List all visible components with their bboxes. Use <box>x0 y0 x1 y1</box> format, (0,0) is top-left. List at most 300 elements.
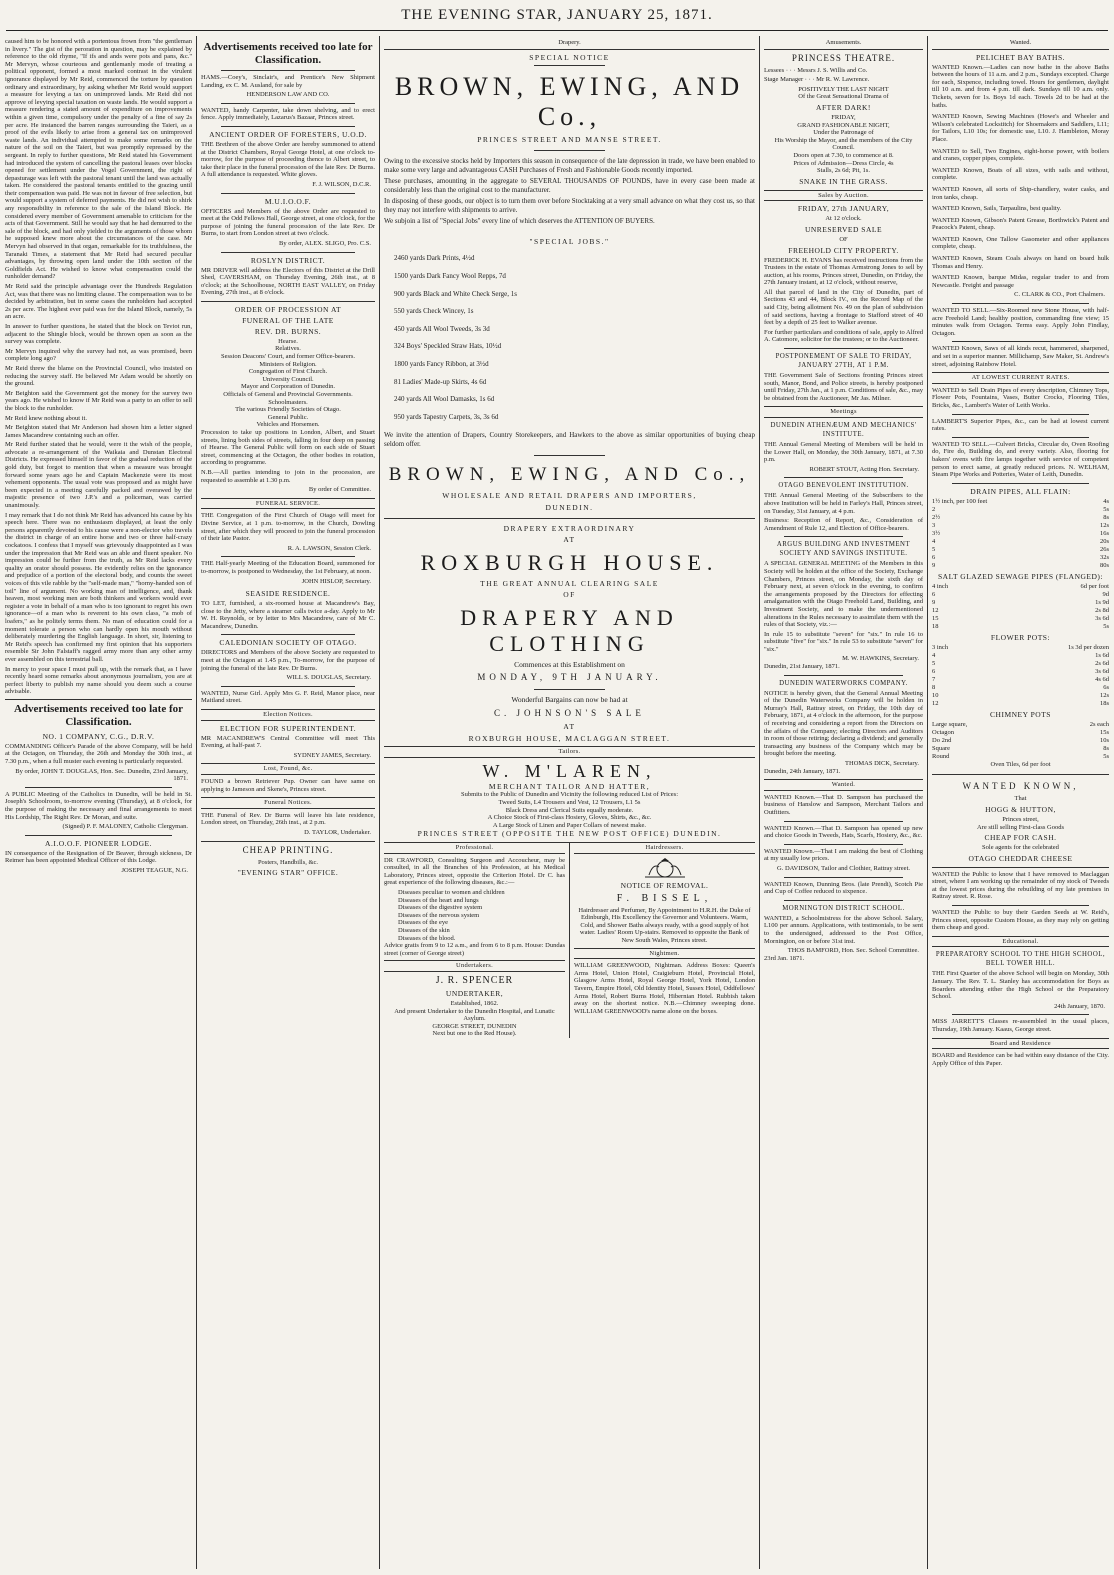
johnson-sale: C. JOHNSON'S SALE <box>494 708 645 719</box>
disease-item: Diseases of the heart and lungs <box>398 896 479 904</box>
flower-pot-table <box>932 644 1109 708</box>
table-row <box>932 498 1109 506</box>
table-row <box>932 644 1109 652</box>
wanted-advert <box>764 825 923 840</box>
divider <box>932 774 1109 775</box>
price-size: 6 <box>932 667 936 675</box>
city-line: DUNEDIN. <box>545 502 594 512</box>
price-table-heading: DRAIN PIPES, ALL FLAIN: <box>970 486 1071 496</box>
wanted-body: WANTED TO SELL.—Six-Roomed new Stone House, with half-acre Freehold Land; healthy position, commanding fine view; 15 minutes walk from Octagon. Terms easy. Apply John Findlay, Octagon. <box>932 307 1109 337</box>
section-heading: Lost, Found, &c. <box>201 763 375 775</box>
table-row <box>932 692 1109 700</box>
advert-body: DIRECTORS and Members of the above Society are requested to meet at the Octagon at 1.45 p.m., To-morrow, for the purpose of joining the funeral of the late Rev. Dr Burns. <box>201 649 375 672</box>
table-row <box>932 530 1109 538</box>
printing-title: CHEAP PRINTING. <box>242 844 334 855</box>
advert <box>201 589 375 630</box>
tailor-line: Tweed Suits, L4 Trousers and Vest, 12 Trousers, L1 5s <box>498 799 641 807</box>
section-heading: Election Notices. <box>201 709 375 721</box>
table-row <box>932 554 1109 562</box>
report-paragraph: Mr Mervyn inquired why the survey had not, as was promised, been complete long ago? <box>5 347 192 363</box>
meeting-notice <box>764 679 923 776</box>
drapery-clothing: DRAPERY AND CLOTHING <box>460 604 679 656</box>
advert-signature: By order, JOHN T. DOUGLAS, Hon. Sec. Dunedin, 23rd January, 1871. <box>15 767 188 783</box>
advert-heading: NO. 1 COMPANY, C.G., D.R.V. <box>42 731 155 741</box>
advert-body: WANTED, handy Carpenter, take down shelving, and to erect fence. Apply immediately, Lazarus's Bazaar, Princes street. <box>201 106 375 122</box>
election-report <box>5 38 192 696</box>
report-paragraph: Mr Reid knew nothing about it. <box>5 414 87 422</box>
advert <box>201 197 375 248</box>
wanted-advert <box>932 307 1109 337</box>
price-size: 12 <box>932 606 939 614</box>
wanted-body: WANTED Known.—That D. Sampson has purchased the business of Hanslow and Sampson, Merchant Tailors and Outfitters. <box>764 793 923 816</box>
wanted-body: LAMBERT'S Superior Pipes, &c., can be had at lowest current rates. <box>932 417 1109 433</box>
price-value: 5s <box>1103 622 1109 630</box>
meeting-heading: OTAGO BENEVOLENT INSTITUTION. <box>778 482 909 490</box>
price-size: Round <box>932 752 950 760</box>
job-line: 900 yards Black and White Check Serge, 1s <box>394 289 517 298</box>
table-row <box>932 591 1109 599</box>
procession-step: The various Friendly Societies of Otago. <box>235 406 341 414</box>
price-value: 3s 6d <box>1095 667 1109 675</box>
advert-body: FOUND a brown Retriever Pup. Owner can have same on applying to Jameson and Skene's, Princes street. <box>201 778 375 793</box>
advert-signature: HENDERSON LAW AND CO. <box>246 91 330 99</box>
procession-step: Mayor and Corporation of Dunedin. <box>240 383 336 391</box>
theatre-advert <box>764 53 923 186</box>
divider <box>784 900 903 901</box>
wanted-body: WANTED Known, Boats of all sizes, with sails and without, complete. <box>932 166 1109 182</box>
section-heading: Hairdressers. <box>574 843 755 854</box>
bargains-line: Wonderful Bargains can now be had at <box>511 695 628 705</box>
divider <box>784 477 903 478</box>
advert <box>201 778 375 793</box>
divider <box>952 483 1089 484</box>
disease-item: Diseases of the nervous system <box>398 911 480 919</box>
wanted-advert <box>932 418 1109 433</box>
school-body: THE First Quarter of the above School will begin on Monday, 30th January. The Rev. T. L. Stanley has accommodation for Boys as Boarders attending either the High School or the Preparatory School. <box>932 970 1109 1001</box>
auction-body: For further particulars and conditions of sale, apply to Alfred A. Catomore, solicitor for the trustees; or to the Auctioneer. <box>764 328 923 344</box>
advert-signature: JOSEPH TEAGUE, N.G. <box>121 867 188 874</box>
divider <box>25 787 172 788</box>
section-heading: Wanted. <box>764 779 923 791</box>
table-row <box>932 753 1109 761</box>
salt-pipe-table <box>932 583 1109 631</box>
divider <box>784 844 903 845</box>
wanted-body: WANTED Known, Sewing Machines (Howe's and Wheeler and Wilson's celebrated Lockstitch) for Shoemakers and Saddlers, L11; for Tailors, L10 10s; for domestic use, L10. J. Hambleton, Moray Place. <box>932 113 1109 143</box>
procession-step: General Public. <box>267 413 309 421</box>
printing-advert <box>201 845 375 878</box>
school-advert <box>764 904 923 963</box>
price-table-heading: CHIMNEY POTS <box>990 709 1051 719</box>
lower-classifieds <box>384 842 755 1038</box>
tailor-advert <box>384 761 755 838</box>
advert <box>5 732 192 783</box>
price-value: 26s <box>1099 545 1109 553</box>
divider <box>221 634 355 635</box>
late-ads-heading: Advertisements received too late for Classification. <box>203 41 373 66</box>
auction-of: OF <box>839 235 848 243</box>
tailor-line: A Choice Stock of First-class Hosiery, Gloves, Shirts, &c., &c. <box>487 814 652 822</box>
wanted-advert <box>764 881 923 896</box>
procession-step: Relatives. <box>275 345 301 353</box>
advert-signature: SYDNEY JAMES, Secretary. <box>293 751 371 759</box>
theatre-manager: Stage Manager · · · Mr R. W. Lawrence. <box>764 76 870 84</box>
spencer-trade: UNDERTAKER, <box>445 988 504 998</box>
advert-body: MR DRIVER will address the Electors of this District at the Drill Shed, CAVERSHAM, on Thursday Evening, 26th inst., at 8 o'clock; at the Schoolhouse, NORTH EAST VALLEY, on Friday Evening, 27th inst., at 8 o'clock. <box>201 266 375 297</box>
brand-name: BROWN, EWING, AND Co., <box>394 72 745 132</box>
price-value: 20s <box>1099 537 1109 545</box>
meeting-body: THE Annual General Meeting of the Subscribers to the above Institution will be held in Farley's Hall, Princes street, on Tuesday, 31st January, at 4 p.m. <box>764 492 923 515</box>
report-paragraph: Mr Reid said the principle advantage over the Hundreds Regulation Act, was that there was no limiting clause. The compensation was to be decided by arbitration, but in some cases the runholders had accepted 2s per acre. The highest ever paid was for the Island Block, namely, 5s an acre. <box>5 283 192 321</box>
price-size: Octagon <box>932 728 955 736</box>
auction-time: At 12 o'clock. <box>825 215 862 223</box>
table-row <box>932 668 1109 676</box>
of-line: OF <box>563 590 576 600</box>
wanted-advert <box>932 255 1109 270</box>
price-value: 10s <box>1099 736 1109 744</box>
section-heading: Board and Residence <box>932 1038 1109 1050</box>
advert-body: THE Congregation of the First Church of Otago will meet for Divine Service, at 1 p.m. to-morrow, in the Church, Dowling street, after which they will proceed to join the funeral procession of their late Pastor. <box>201 512 375 543</box>
wanted-body: WANTED to Sell, Two Engines, eight-horse power, with boilers and cranes, copper pipes, complete. <box>932 147 1109 163</box>
report-paragraph: In mercy to your space I must pull up, with the remark that, as I have recently heard some remarks about anonymous journalism, you are at perfect liberty to publish my name should you deem such a course advisable. <box>5 665 192 696</box>
theatre-line: GRAND FASHIONABLE NIGHT, <box>797 121 890 129</box>
wanted-body: WANTED Known, One Tallow Gasometer and other appliances complete, cheap. <box>932 235 1109 251</box>
meeting-signature: ROBERT STOUT, Acting Hon. Secretary. <box>809 465 919 473</box>
procession-step: Ministers of Religion. <box>259 360 317 368</box>
price-size: 10 <box>932 691 939 699</box>
theatre-line: Doors open at 7.30, to commence at 8. <box>793 151 894 159</box>
school-body: WANTED, a Schoolmistress for the above School. Salary, L100 per annum. Applications, with testimonials, to be sent to the undersigned, addressed to the Post Office, Mornington, on or before 31st inst. <box>764 914 923 945</box>
procession-step: Schoolmasters. <box>268 398 308 406</box>
price-size: 9 <box>932 598 936 606</box>
table-row <box>932 700 1109 708</box>
advert <box>201 74 375 99</box>
meeting-body: Business: Reception of Report, &c., Consideration of Amendment of Rule 12, and Election of Office-bearers. <box>764 517 923 532</box>
price-size: 8 <box>932 683 936 691</box>
job-line: 950 yards Tapestry Carpets, 3s, 3s 6d <box>394 412 499 421</box>
disease-item: Diseases of the skin <box>398 926 450 934</box>
price-value: 2s each <box>1089 720 1109 728</box>
procession-note: Procession to take up positions in London, Albert, and Stuart streets, lining both sides of streets, falling in four deep on passing of Hearse. The General Public will form on each side of Stuart street, commencing at the Octagon, the other bodies in rotation, according to programme. <box>201 429 375 467</box>
meeting-heading: DUNEDIN WATERWORKS COMPANY. <box>779 679 908 687</box>
advert-heading: ANCIENT ORDER OF FORESTERS, U.O.D. <box>209 129 367 139</box>
price-size: 4 inch <box>932 582 949 590</box>
column-2 <box>198 38 378 1568</box>
advert-heading: SEASIDE RESIDENCE. <box>245 589 331 599</box>
report-paragraph: caused him to be honored with a portentous frown from "the gentleman in livery." The gist of the peroration in question, may be explained by reference to the old rhyme, "If ifs and ands were pots and pans, &c." Mr Mervyn, whose courteous and gentlemanly mode of treating a political opponent, formed a most marked contrast in the virulent ignorance displayed by Mr Reid, commenced the torture by question ordinary and extraordinary, by asking whether Mr Reid would support a measure for levying a tax on unimproved lands. Mr Reid did not approve of levying special taxation on waste lands. He would support a measure rendering a stated amount of expenditure on improvements within a given time, compulsory under the penalty of a fine of say 2s per acre. He instanced the barren ranges surrounding the Taieri, as a proof of the evils likely to arise from a general tax on unimproved waste lands. An individual attempted to make some remarks on the nature of the soil on the Taieri, but was promptly repressed by the sergeant. In reply to further questions, Mr Reid stated his Government had introduced the system of cancelling the pastoral leases over blocks opened for settlement under the Vogel Government, the right of depasturage was left with the pastoral tenant until the land was actually taken. He considered the pastoral tenants entitled to the grazing until their compensation was paid. He was not in favour of free selection, but would support a system of deferred payments. He did not wish to shirk any responsibility in reference to the sale of the Island Block. He considered every member of Government amenable to criticism for the acts of that Government. Still he would say that he had demurred to the sale of the block, and had only yielded to the arguments of those whom he supposed knew more about the circumstances of the case. Mr Mervyn had observed in that organ, remarkable for its truthfulness, the Taranaki Times, a statement that Mr Reid had secured peculiar advantages, by throwing open land under the 10th section of the Goldfields Act. He wished to know what compensation could the runholder demand? <box>5 38 192 281</box>
advert-body: COMMANDING Officer's Parade of the above Company, will be held at the Octagon, on Thursday, the 26th and Monday the 30th inst., at 7.30 p.m., when a full muster each evening is particularly requested. <box>5 742 192 766</box>
divider <box>384 518 755 519</box>
divider <box>952 414 1089 415</box>
table-row <box>932 737 1109 745</box>
tailor-line: Submits to the Public of Dunedin and Vicinity the following reduced List of Prices: <box>460 791 679 799</box>
advert-signature: (Signed) P. F. MALONEY, Catholic Clergyman. <box>62 823 188 831</box>
table-row <box>932 522 1109 530</box>
divider <box>534 65 605 66</box>
advert <box>201 560 375 585</box>
table-row <box>932 514 1109 522</box>
column-divider <box>927 36 928 1569</box>
table-row <box>932 623 1109 631</box>
brand-address: PRINCES STREET AND MANSE STREET. <box>477 135 662 145</box>
wanted-body: WANTED Known.—That I am making the best of Clothing at my usually low prices. <box>764 847 923 863</box>
advert <box>5 791 192 831</box>
divider <box>534 150 605 151</box>
oven-tiles-line: Oven Tiles, 6d per foot <box>990 760 1051 768</box>
spencer-name: J. R. SPENCER <box>435 974 514 986</box>
section-heading: Undertakers. <box>384 960 565 972</box>
jarrett-advert <box>932 1018 1109 1033</box>
column-1 <box>2 38 195 1568</box>
wanted-advert <box>932 345 1109 368</box>
price-value: 1s 3d per dozen <box>1068 643 1109 651</box>
advert-signature: JOHN HISLOP, Secretary. <box>301 577 371 585</box>
price-value: 4s <box>1103 497 1109 505</box>
auction-title: UNRESERVED SALE <box>804 224 883 234</box>
procession-step: Officials of General and Provincial Governments. <box>223 391 353 399</box>
procession-subtitle: FUNERAL OF THE LATE <box>242 315 334 325</box>
table-row <box>932 652 1109 660</box>
meeting-notice <box>764 421 923 473</box>
price-value: 1s 6d <box>1095 651 1109 659</box>
spencer-body: And present Undertaker to the Dunedin Hospital, and Lunatic Asylum. <box>394 1007 555 1023</box>
price-size: 2 <box>932 505 936 513</box>
school-heading: PREPARATORY SCHOOL TO THE HIGH SCHOOL, BELL TOWER HILL. <box>935 951 1106 968</box>
royal-crest-icon <box>635 857 695 879</box>
wanted-signature: C. CLARK & CO., Port Chalmers. <box>1014 291 1105 299</box>
tailor-line: Black Dress and Clerical Suits equally moderate. <box>505 806 634 814</box>
divider <box>201 301 375 302</box>
price-size: 6 <box>932 590 936 598</box>
drapery-invite: We invite the attention of Drapers, Country Storekeepers, and Hawkers to the above as similar opportunities of buying cheap seldom offer. <box>384 431 755 449</box>
clearing-line: THE GREAT ANNUAL CLEARING SALE <box>480 578 659 588</box>
wanted-body: WANTED TO SELL.—Culvert Bricks, Circular do, Oven Roofing do, Fire do, Building do, and every variety. Also, flooring for bakers' ovens with fire lamps together with service of competent person to erect same, at greatly reduced prices. N. WELHAM, Steam Pipe Works and Potteries, Water of Leith, Dunedin. <box>932 440 1109 479</box>
advert-signature: WILL S. DOUGLAS, Secretary. <box>286 674 371 682</box>
table-row <box>932 562 1109 570</box>
advert <box>201 638 375 681</box>
price-value: 1s 9d <box>1095 598 1109 606</box>
wanted-advert <box>932 236 1109 251</box>
divider <box>952 905 1089 906</box>
price-size: 15 <box>932 614 939 622</box>
theatre-play: AFTER DARK! <box>816 102 871 112</box>
hair-body: Hairdresser and Perfumer, By Appointment to H.R.H. the Duke of Edinburgh, His Excellency the Governor and Volunteers. Warm, Cold, and Shower Baths always ready, with a good supply of hot water. Ladies' Room Up-stairs. Removed to opposite the Bank of New South Wales, Princes street. <box>578 906 751 944</box>
wanted-advert <box>932 217 1109 232</box>
procession-name: REV. DR. BURNS. <box>254 326 322 336</box>
wholesale-line: WHOLESALE AND RETAIL DRAPERS AND IMPORTERS, <box>442 491 697 501</box>
column-4 <box>761 38 926 1568</box>
meeting-heading: ARGUS BUILDING AND INVESTMENT SOCIETY AND SAVINGS INSTITUTE. <box>776 541 911 558</box>
report-paragraph: Mr Reid further stated that he would, were it the wish of the people, advocate a re-arrangement of the Waikaia and Dunstan Electoral Districts. He expressed himself in favor of the gradual reduction of the gold duty, but forgot to mention that when a measure was brought forward some years ago he and Captain Mackenzie were its most vehement opponents. The usual vote was proposed and as might have been expected in a meeting carefully packed and overawed by the majestic presence of two J.P.'s and a policeman, was carried unanimously. <box>5 441 192 510</box>
wanted-advert <box>932 167 1109 182</box>
price-size: 3 inch <box>932 643 949 651</box>
advert-heading: CALEDONIAN SOCIETY OF OTAGO. <box>219 638 357 648</box>
table-row <box>932 506 1109 514</box>
classified-right <box>569 843 755 1038</box>
wanted-advert <box>932 205 1109 213</box>
meeting-body: A SPECIAL GENERAL MEETING of the Members in this Society will be holden at the office of the Society, Exchange Chambers, Princes street, on Monday, the sixth day of February next, at seven o'clock in the evening, to confirm the arrangements proposed by the Directors for effecting amalgamation with the Otago Freehold Land, Building, and Investment Society, and to make the undermentioned alterations in the Rules necessary to assimilate them with the rules of that Society, viz.:— <box>764 560 923 629</box>
job-line: 324 Boys' Speckled Straw Hats, 10½d <box>394 342 502 351</box>
auction-date: FRIDAY, 27th JANUARY, <box>797 204 890 214</box>
table-row <box>932 745 1109 753</box>
jobs-heading: "SPECIAL JOBS." <box>529 236 610 246</box>
price-value: 6s <box>1103 683 1109 691</box>
table-row <box>932 615 1109 623</box>
divider <box>952 1014 1089 1015</box>
school-advert <box>932 950 1109 1010</box>
theatre-lessees: Lessees · · · Messrs J. S. Willis and Co. <box>764 66 868 74</box>
section-heading: Educational. <box>932 936 1109 948</box>
wanted-advert <box>932 871 1109 901</box>
divider <box>534 689 605 690</box>
divider <box>784 536 903 537</box>
divider <box>221 193 355 194</box>
meeting-date: Dunedin, 24th January, 1871. <box>764 767 841 775</box>
procession-title: ORDER OF PROCESSION AT <box>234 304 342 314</box>
spencer-next: Next but one to the Red House). <box>432 1030 517 1038</box>
wanted-body: WANTED Known, Sails, Tarpaulins, best quality. <box>932 205 1062 213</box>
school-heading: MORNINGTON DISTRICT SCHOOL. <box>782 904 905 912</box>
hogg-address: Princes street, <box>1002 815 1039 823</box>
wanted-body: WANTED Known, barque Midas, regular trader to and from Newcastle. Freight and passage <box>932 274 1109 289</box>
hogg-title: WANTED KNOWN, <box>962 781 1079 792</box>
wanted-advert <box>932 387 1109 410</box>
auction-body: FREDERICK H. EVANS has received instructions from the Trustees in the estate of Thomas Armstrong Jones to sell by auction, at his rooms, Princes street, Dunedin, on Friday, the 27th January instant, at 12 o'clock, without reserve, <box>764 256 923 287</box>
theatre-title: PRINCESS THEATRE. <box>791 52 896 63</box>
divider <box>534 455 605 456</box>
disease-item: Diseases peculiar to women and children <box>398 888 505 896</box>
wanted-body: WANTED the Public to know that I have removed to Maclaggan street, where I am working up the remainder of my stock of Tweeds at the lowest prices during the rebuilding of my late premises in Rattray street. R. Rose. <box>932 870 1109 901</box>
report-paragraph: Mr Beighton stated that Mr Anderson had shown him a letter signed James Macandrew containing such an offer. <box>5 424 192 439</box>
drapery-paragraph: These purchases, amounting in the aggregate to SEVERAL THOUSANDS OF POUNDS, have in every case been made at considerably less than the original cost to the manufacturer. <box>384 176 755 194</box>
greenwood-body: WILLIAM GREENWOOD, Nightman. Address Boxes: Queen's Arms Hotel, Union Hotel, Craigieburn Hotel, Provincial Hotel, Glasgow Arms Hotel, Royal George Hotel, York Hotel, London Tavern, Empire Hotel, Old Identity Hotel, Sussex Hotel, Oddfellows' Arms Hotel, Robert Burns Hotel, Hibernian Hotel. Rubbish taken away on the shortest notice. N.B.—Chimney sweeping done. WILLIAM GREENWOOD's name alone on the boxes. <box>574 962 755 1015</box>
advert-body: IN consequence of the Resignation of Dr Beaver, through sickness, Dr Reimer has been appointed Medical Officer of this Lodge. <box>5 849 192 865</box>
price-value: 18s <box>1099 699 1109 707</box>
postponement-heading: POSTPONEMENT OF SALE TO FRIDAY, JANUARY 27TH, AT 1 P.M. <box>775 353 912 370</box>
meeting-notice <box>764 540 923 670</box>
column-3 <box>381 38 758 1568</box>
wanted-body: WANTED Known, Steam Coals always on hand on board hulk Thomas and Henry. <box>932 255 1109 270</box>
divider <box>952 303 1089 304</box>
roxburgh-address: ROXBURGH HOUSE, MACLAGGAN STREET. <box>468 733 671 743</box>
school-date: 24th January, 1870. <box>1054 1002 1105 1010</box>
price-size: 2½ <box>932 513 941 521</box>
column-divider <box>759 36 760 1569</box>
classified-left <box>384 843 565 1038</box>
advert-signature: F. J. WILSON, D.C.R. <box>312 180 371 188</box>
wanted-advert <box>932 441 1109 479</box>
price-size: Square <box>932 744 951 752</box>
jarrett-body: MISS JARRETT'S Classes re-assembled in the usual places, Thursday, 19th January. Kaaus, George street. <box>932 1018 1109 1033</box>
table-row <box>932 729 1109 737</box>
wanted-advert <box>932 113 1109 143</box>
printing-subtitle: Posters, Handbills, &c. <box>257 858 319 866</box>
commences-line: Commences at this Establishment on <box>514 659 625 669</box>
divider <box>5 699 192 700</box>
price-value: 6d per foot <box>1080 582 1109 590</box>
report-paragraph: In answer to further questions, he stated that the block on Teviot run, adjacent to the Shingle block, would be thrown open as soon as the survey was complete. <box>5 322 192 346</box>
chimney-pot-table <box>932 721 1109 761</box>
wanted-advert <box>932 148 1109 163</box>
meeting-signature: THOMAS DICK, Secretary. <box>845 760 919 767</box>
at-line: AT <box>563 722 576 732</box>
crawford-body: DR CRAWFORD, Consulting Surgeon and Accoucheur, may be consulted, in all the Branches of his Profession, at his Medical Laboratory, Princes street, opposite the Criterion Hotel. Dr C. has great experience of the following diseases, &c.:— <box>384 856 565 887</box>
masthead-rule <box>6 30 1108 31</box>
late-ads-heading: Advertisements received too late for Classification. <box>13 702 183 728</box>
drapery-paragraph: We subjoin a list of "Special Jobs" every line of which deserves the ATTENTION OF BUYERS. <box>384 216 655 225</box>
table-row <box>932 583 1109 591</box>
crawford-footer: Advice gratis from 9 to 12 a.m., and from 6 to 8 p.m. House: Dundas street (corner of George street) <box>384 942 565 957</box>
advert-heading: ELECTION FOR SUPERINTENDENT. <box>219 723 357 733</box>
extraordinary-line: DRAPERY EXTRAORDINARY <box>503 523 636 533</box>
wanted-body: WANTED Known, all sorts of Ship-chandlery, water casks, and iron tanks, cheap. <box>932 185 1109 201</box>
meeting-body: THE Annual General Meeting of Members will be held in the Lower Hall, on Monday, the 30th January, 1871, at 7.30 p.m. <box>764 441 923 464</box>
price-size: 3½ <box>932 529 941 537</box>
price-value: 16s <box>1099 529 1109 537</box>
advert <box>201 256 375 297</box>
table-row <box>932 721 1109 729</box>
section-heading: Wanted. <box>932 38 1109 50</box>
price-value: 5s <box>1103 752 1109 760</box>
report-paragraph: Mr Beighton said the Government got the money for the survey two years ago. He wished to know if Mr Reid was a party to an offer to sell the block to the runholder. <box>5 389 192 412</box>
price-value: 4s 6d <box>1095 675 1109 683</box>
wanted-body: WANTED to Sell Drain Pipes of every description, Chimney Tops, Flower Pots, Fountains, Vases, Butter Crocks, Flooring Tiles, Bricks, &c., Lambert's Water of Leith Works. <box>932 386 1109 409</box>
board-body: BOARD and Residence can be had within easy distance of the City. Apply Office of this Paper. <box>932 1052 1109 1067</box>
table-row <box>932 538 1109 546</box>
tailor-name: W. M'LAREN, <box>482 760 657 781</box>
wanted-signature: G. DAVIDSON, Tailor and Clothier, Rattray street. <box>777 864 910 872</box>
section-heading: Amusements. <box>764 38 923 50</box>
price-size: Large square, <box>932 720 968 728</box>
procession-step: Vehicles and Horsemen. <box>256 421 320 429</box>
disease-list <box>384 889 565 942</box>
divider <box>784 877 903 878</box>
special-notice-label: SPECIAL NOTICE <box>529 52 610 62</box>
divider <box>952 341 1089 342</box>
hogg-that: That <box>1014 795 1027 803</box>
job-line: 81 Ladies' Made-up Skirts, 4s 6d <box>394 377 487 386</box>
divider <box>221 252 355 253</box>
price-size: 18 <box>932 622 939 630</box>
advert-body: THE Brethren of the above Order are hereby summoned to attend at the District Chambers, Royal George Hotel, at one o'clock to-morrow, for the purpose of proceeding thence to Albert street, to take their place in the funeral procession of the late Rev. Dr Burns. A full attendance is requested. White gloves. <box>201 140 375 179</box>
advert-heading: M.U.I.O.O.F. <box>264 196 312 206</box>
table-row <box>932 660 1109 668</box>
job-line: 450 yards All Wool Tweeds, 3s 3d <box>394 324 490 333</box>
meeting-heading: DUNEDIN ATHENÆUM AND MECHANICS' INSTITUTE. <box>770 422 917 438</box>
hogg-agents: Sole agents for the celebrated <box>982 844 1059 852</box>
meeting-rules: In rule 15 to substitute "seven" for "six." In rule 16 to substitute "five" for "six." In rule 53 to substitute "seven" for "six." <box>764 630 923 653</box>
spencer-established: Established, 1862. <box>450 999 499 1007</box>
advert <box>201 130 375 189</box>
advert-signature: D. TAYLOR, Undertaker. <box>304 828 371 836</box>
table-row <box>932 607 1109 615</box>
tailor-line: A Large Stock of Linen and Paper Collars of newest make. <box>492 821 647 829</box>
advert-body: THE Funeral of Rev. Dr Burns will leave his late residence, London street, on Thursday, 26th inst., at 2 p.m. <box>201 811 375 827</box>
job-line: 240 yards All Wool Damasks, 1s 6d <box>394 395 495 404</box>
meeting-body: NOTICE is hereby given, that the General Annual Meeting of the Dunedin Waterworks Company will be holden in Murray's Hall, Rattray street, on Friday, the 10th day of February, 1871, at 4 o'clock in the afternoon, for the purpose of receiving and considering a report from the Directors on the affairs of the Company; electing Directors and Auditors in room of those retiring; declaring a dividend; and generally transacting any business of the Company which may be brought before the meeting. <box>764 689 923 758</box>
hogg-cheap: CHEAP FOR CASH. <box>984 833 1057 843</box>
advert <box>201 107 375 122</box>
advert-heading: A.I.O.O.F. PIONEER LODGE. <box>45 838 152 848</box>
advert-body: TO LET, furnished, a six-roomed house at Macandrew's Bay, close to the Jetty, where a steamer calls twice a-day. Apply to Mr W. H. Reynolds, or by letter to Mrs Macandrew, care of Mr C. Macandrew, Dunedin. <box>201 600 375 630</box>
theatre-line: Prices of Admission—Dress Circle, 4s <box>793 159 894 167</box>
section-heading: FUNERAL SERVICE. <box>201 498 375 510</box>
board-advert <box>932 1052 1109 1067</box>
price-size: 4 <box>932 651 936 659</box>
at-line: AT <box>563 535 576 545</box>
hogg-advert <box>932 781 1109 862</box>
divider <box>932 867 1109 868</box>
section-heading: Nightmen. <box>574 948 755 960</box>
